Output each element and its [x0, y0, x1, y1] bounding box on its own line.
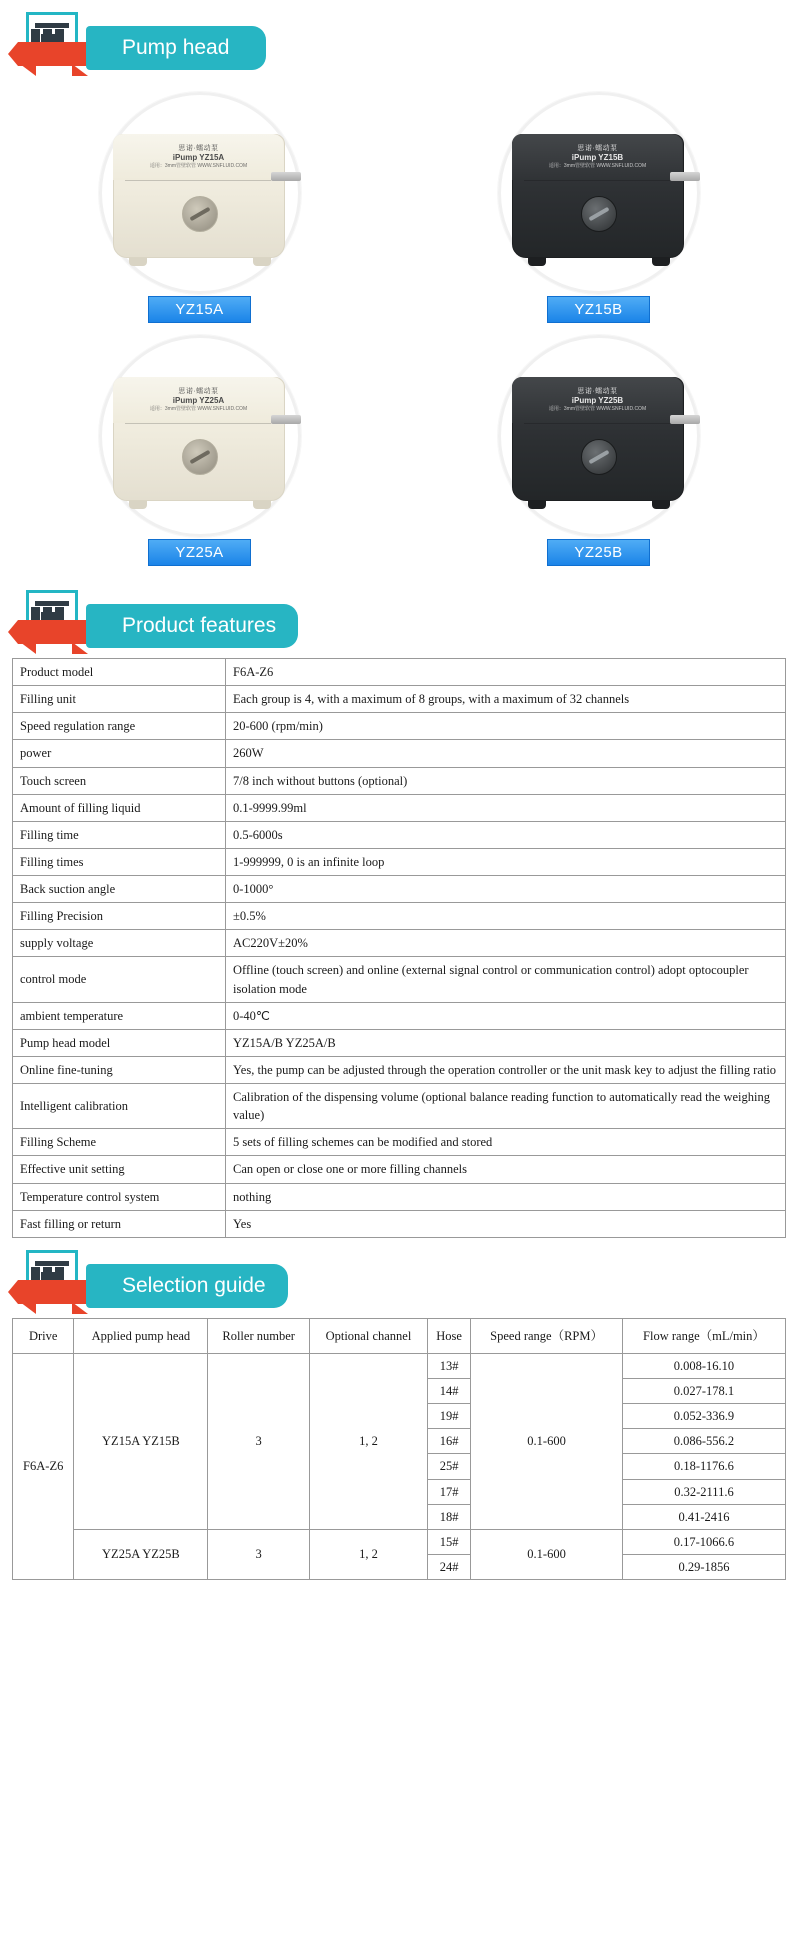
ribbon-badge-icon [18, 1250, 90, 1312]
pump-sub-label: 适用：3mm管壁软管 WWW.SNFLUID.COM [149, 406, 248, 412]
pump-sub-label: 适用：3mm管壁软管 WWW.SNFLUID.COM [548, 163, 647, 169]
feature-name: Back suction angle [13, 876, 226, 903]
feature-value: 0-1000° [226, 876, 786, 903]
selection-guide-table-wrap [0, 1318, 798, 1580]
section-title-selection-guide: Selection guide [86, 1264, 288, 1308]
pump-model-label: iPump YZ25B [571, 396, 624, 405]
cell-hose: 25# [427, 1454, 470, 1479]
feature-value: 1-999999, 0 is an infinite loop [226, 848, 786, 875]
table-row [13, 686, 786, 713]
table-header-row [13, 1318, 786, 1353]
pump-image-yz15b [473, 90, 725, 290]
pump-caption-yz25a: YZ25A [148, 539, 250, 566]
cell-speed-group-2: 0.1-600 [471, 1529, 623, 1579]
feature-name: Filling times [13, 848, 226, 875]
cell-channel-group-2: 1, 2 [309, 1529, 427, 1579]
pump-caption-yz15a: YZ15A [148, 296, 250, 323]
section-header-selection-guide [0, 1248, 798, 1312]
pump-model-label: iPump YZ15A [172, 153, 225, 162]
feature-name: Effective unit setting [13, 1156, 226, 1183]
feature-name: Filling time [13, 821, 226, 848]
feature-value: YZ15A/B YZ25A/B [226, 1029, 786, 1056]
selection-guide-table [12, 1318, 786, 1580]
cell-hose: 16# [427, 1429, 470, 1454]
table-row [13, 1002, 786, 1029]
cell-pump-head-group-2: YZ25A YZ25B [74, 1529, 208, 1579]
feature-name: Product model [13, 659, 226, 686]
gallery-item[interactable] [399, 84, 798, 327]
pump-caption-yz15b: YZ15B [547, 296, 649, 323]
table-row [13, 1353, 786, 1378]
feature-value: Yes [226, 1210, 786, 1237]
feature-name: Filling Scheme [13, 1129, 226, 1156]
feature-name: ambient temperature [13, 1002, 226, 1029]
table-row [13, 767, 786, 794]
cell-roller-group-1: 3 [208, 1353, 310, 1529]
pump-image-yz25b [473, 333, 725, 533]
feature-name: Speed regulation range [13, 713, 226, 740]
feature-value: 260W [226, 740, 786, 767]
table-row [13, 876, 786, 903]
cell-hose: 19# [427, 1404, 470, 1429]
feature-value: nothing [226, 1183, 786, 1210]
cell-flow: 0.008-16.10 [622, 1353, 785, 1378]
gallery-item[interactable] [0, 84, 399, 327]
cell-roller-group-2: 3 [208, 1529, 310, 1579]
col-roller-number: Roller number [208, 1318, 310, 1353]
table-row [13, 957, 786, 1002]
col-optional-channel: Optional channel [309, 1318, 427, 1353]
table-row [13, 1056, 786, 1083]
cell-drive: F6A-Z6 [13, 1353, 74, 1579]
pump-image-yz25a [74, 333, 326, 533]
feature-name: control mode [13, 957, 226, 1002]
feature-value: 5 sets of filling schemes can be modified and stored [226, 1129, 786, 1156]
cell-pump-head-group-1: YZ15A YZ15B [74, 1353, 208, 1529]
ribbon-badge-icon [18, 12, 90, 74]
feature-name: Touch screen [13, 767, 226, 794]
feature-value: AC220V±20% [226, 930, 786, 957]
pump-brand-label: 思诺·蠕动泵 [577, 388, 618, 395]
col-drive: Drive [13, 1318, 74, 1353]
feature-name: Intelligent calibration [13, 1084, 226, 1129]
section-title-product-features: Product features [86, 604, 298, 648]
pump-brand-label: 思诺·蠕动泵 [178, 388, 219, 395]
col-speed-range: Speed range（RPM） [471, 1318, 623, 1353]
table-row [13, 848, 786, 875]
feature-name: Online fine-tuning [13, 1056, 226, 1083]
cell-hose: 15# [427, 1529, 470, 1554]
feature-name: Filling unit [13, 686, 226, 713]
table-row [13, 1029, 786, 1056]
table-row [13, 930, 786, 957]
cell-flow: 0.17-1066.6 [622, 1529, 785, 1554]
cell-hose: 14# [427, 1379, 470, 1404]
table-row [13, 1210, 786, 1237]
cell-channel-group-1: 1, 2 [309, 1353, 427, 1529]
cell-flow: 0.027-178.1 [622, 1379, 785, 1404]
feature-name: Pump head model [13, 1029, 226, 1056]
feature-name: Filling Precision [13, 903, 226, 930]
feature-name: power [13, 740, 226, 767]
section-header-pump-head [0, 10, 798, 74]
feature-value: Yes, the pump can be adjusted through the operation controller or the unit mask key to adjust the filling ratio [226, 1056, 786, 1083]
pump-sub-label: 适用：3mm管壁软管 WWW.SNFLUID.COM [548, 406, 647, 412]
pump-brand-label: 思诺·蠕动泵 [178, 145, 219, 152]
table-row [13, 1084, 786, 1129]
feature-value: ±0.5% [226, 903, 786, 930]
table-row [13, 903, 786, 930]
section-header-product-features [0, 588, 798, 652]
gallery-item[interactable] [399, 327, 798, 570]
table-row [13, 821, 786, 848]
product-features-table-wrap [0, 658, 798, 1238]
cell-hose: 24# [427, 1554, 470, 1579]
col-flow-range: Flow range（mL/min） [622, 1318, 785, 1353]
pump-model-label: iPump YZ15B [571, 153, 624, 162]
table-row [13, 740, 786, 767]
feature-value: Calibration of the dispensing volume (optional balance reading function to automatically read the weighing value) [226, 1084, 786, 1129]
cell-flow: 0.29-1856 [622, 1554, 785, 1579]
cell-flow: 0.052-336.9 [622, 1404, 785, 1429]
section-title-pump-head: Pump head [86, 26, 266, 70]
pump-sub-label: 适用：3mm管壁软管 WWW.SNFLUID.COM [149, 163, 248, 169]
table-row [13, 1183, 786, 1210]
pump-head-gallery [0, 80, 798, 578]
cell-speed-group-1: 0.1-600 [471, 1353, 623, 1529]
feature-value: 0.1-9999.99ml [226, 794, 786, 821]
cell-hose: 13# [427, 1353, 470, 1378]
feature-value: 0.5-6000s [226, 821, 786, 848]
feature-value: 7/8 inch without buttons (optional) [226, 767, 786, 794]
product-features-table [12, 658, 786, 1238]
col-applied-pump-head: Applied pump head [74, 1318, 208, 1353]
cell-hose: 17# [427, 1479, 470, 1504]
pump-caption-yz25b: YZ25B [547, 539, 649, 566]
cell-flow: 0.32-2111.6 [622, 1479, 785, 1504]
feature-name: supply voltage [13, 930, 226, 957]
feature-name: Amount of filling liquid [13, 794, 226, 821]
pump-brand-label: 思诺·蠕动泵 [577, 145, 618, 152]
feature-value: Can open or close one or more filling channels [226, 1156, 786, 1183]
col-hose: Hose [427, 1318, 470, 1353]
table-row [13, 794, 786, 821]
table-row [13, 713, 786, 740]
table-row [13, 1156, 786, 1183]
feature-name: Temperature control system [13, 1183, 226, 1210]
cell-flow: 0.18-1176.6 [622, 1454, 785, 1479]
table-row [13, 1529, 786, 1554]
cell-hose: 18# [427, 1504, 470, 1529]
feature-value: 20-600 (rpm/min) [226, 713, 786, 740]
cell-flow: 0.41-2416 [622, 1504, 785, 1529]
pump-model-label: iPump YZ25A [172, 396, 225, 405]
product-datasheet-page [0, 10, 798, 1590]
feature-value: Offline (touch screen) and online (external signal control or communication control) adopt optocoupler isolation mode [226, 957, 786, 1002]
feature-name: Fast filling or return [13, 1210, 226, 1237]
ribbon-badge-icon [18, 590, 90, 652]
feature-value: F6A-Z6 [226, 659, 786, 686]
table-row [13, 659, 786, 686]
table-row [13, 1129, 786, 1156]
feature-value: Each group is 4, with a maximum of 8 groups, with a maximum of 32 channels [226, 686, 786, 713]
pump-image-yz15a [74, 90, 326, 290]
gallery-item[interactable] [0, 327, 399, 570]
cell-flow: 0.086-556.2 [622, 1429, 785, 1454]
feature-value: 0-40℃ [226, 1002, 786, 1029]
